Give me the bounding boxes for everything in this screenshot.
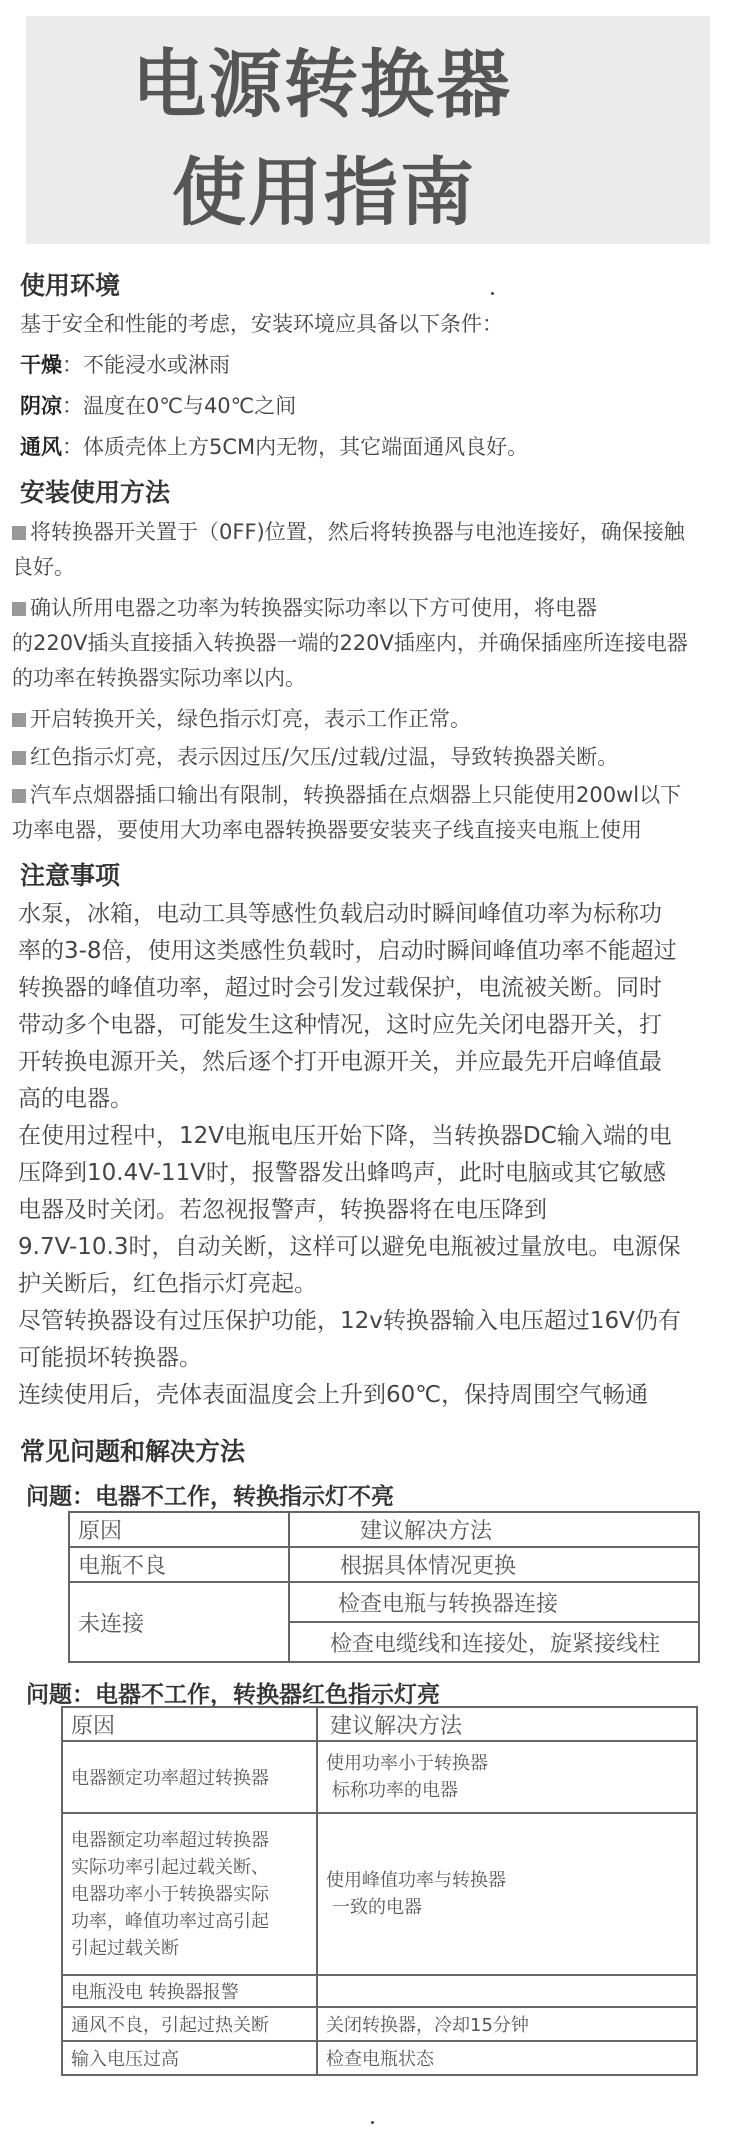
cause-cell: 输入电压过高 [62,2041,317,2075]
title-line-2: 使用指南 [172,150,476,236]
install-line: 红色指示灯亮，表示因过压/欠压/过载/过温，导致转换器关断。 [12,741,618,771]
install-line: 良好。 [12,555,75,579]
bullet-square [12,526,26,540]
condition-term: 干燥 [20,353,62,377]
header-solution: 建议解决方法 [317,1707,697,1741]
problem-1-table [68,1511,700,1663]
cause-cell: 电器额定功率超过转换器 实际功率引起过载关断、 电器功率小于转换器实际 功率，峰值功率过高引起 引起过载关断 [62,1813,317,1975]
condition-text: ：体质壳体上方5CM内无物，其它端面通风良好。 [62,435,529,459]
condition-dry [20,349,230,379]
bullet-square [12,751,26,765]
title-banner [26,16,710,244]
bullet-square [12,713,26,727]
solution-cell: 关闭转换器，冷却15分钟 [317,2007,697,2041]
section-heading-faq: 常见问题和解决方法 [20,1437,246,1466]
solution-cell: 检查电缆线和连接处，旋紧接线柱 [289,1622,699,1662]
header-cause: 原因 [62,1707,317,1741]
problem-2-table [61,1706,698,2076]
table-row [69,1582,699,1622]
problem-1-title: 问题：电器不工作，转换指示灯不亮 [26,1484,394,1510]
solution-cell [317,1975,697,2007]
cause-cell: 通风不良，引起过热关断 [62,2007,317,2041]
bullet-square [12,789,26,803]
section-heading-notes: 注意事项 [20,861,121,890]
table-row [62,1741,697,1813]
table-header-row [69,1512,699,1547]
install-line: 的220V插头直接插入转换器一端的220V插座内，并确保插座所连接电器 [12,631,688,655]
install-line: 确认所用电器之功率为转换器实际功率以下方可使用，将电器 [12,592,597,622]
install-line: 功率电器，要使用大功率电器转换器要安装夹子线直接夹电瓶上使用 [12,818,642,842]
notes-body: 水泵，冰箱，电动工具等感性负载启动时瞬间峰值功率为标称功 率的3-8倍，使用这类感性负载时，启动时瞬间峰值功率不能超过 转换器的峰值功率，超过时会引发过载保护，电流被关断。同时 带动多个电器，可能发生这种情况，这时应先关闭电器开关，打 开转换电源开关，然后逐个打开电源开关，并应最先开启峰值最 高的电器。 在使用过程中，12V电瓶电压开始下降，当转换器DC输入端的电 压降到10.4V-11V时，报警器发出蜂鸣声，此时电脑或其它敏感 电器及时关闭。若忽视报警声，转换器将在电压降到 9.7V-10.3时，自动关断，这样可以避免电瓶被过量放电。电源保 护关断后，红色指示灯亮起。 尽管转换器设有过压保护功能，12v转换器输入电压超过16V仍有 可能损坏转换器。 连续使用后，壳体表面温度会上升到60℃，保持周围空气畅通 [18,901,681,1408]
table-header-row [62,1707,697,1741]
section-heading-installation: 安装使用方法 [20,478,171,507]
install-line: 汽车点烟器插口输出有限制，转换器插在点烟器上只能使用200wl以下 [12,779,681,809]
environment-intro: 基于安全和性能的考虑，安装环境应具备以下条件： [20,312,503,336]
condition-ventilation [20,431,528,461]
table-row [62,2041,697,2075]
solution-cell: 检查电瓶状态 [317,2041,697,2075]
install-line: 的功率在转换器实际功率以内。 [12,666,306,690]
condition-text: ：温度在0℃与40℃之间 [62,394,297,418]
solution-cell: 检查电瓶与转换器连接 [289,1582,699,1622]
table-row [62,1975,697,2007]
solution-cell: 使用功率小于转换器 标称功率的电器 [317,1741,697,1813]
table-row [62,2007,697,2041]
bullet-square [12,602,26,616]
cause-cell: 电瓶没电 转换器报警 [62,1975,317,2007]
solution-cell: 根据具体情况更换 [289,1547,699,1582]
condition-term: 阴凉 [20,394,62,418]
condition-text: ：不能浸水或淋雨 [62,353,230,377]
cause-cell: 电瓶不良 [69,1547,289,1582]
install-line: 开启转换开关，绿色指示灯亮，表示工作正常。 [12,703,471,733]
solution-cell: 使用峰值功率与转换器 一致的电器 [317,1813,697,1975]
stray-dot [491,292,494,295]
table-row [69,1547,699,1582]
stray-dot [371,2121,374,2124]
header-solution: 建议解决方法 [289,1512,699,1547]
table-row [62,1813,697,1975]
condition-term: 通风 [20,435,62,459]
condition-cool [20,390,296,420]
install-line: 将转换器开关置于（0FF)位置，然后将转换器与电池连接好，确保接触 [12,516,685,546]
problem-2-title: 问题：电器不工作，转换器红色指示灯亮 [26,1682,440,1708]
cause-cell: 未连接 [69,1582,289,1662]
section-heading-environment: 使用环境 [20,271,121,300]
cause-cell: 电器额定功率超过转换器 [62,1741,317,1813]
header-cause: 原因 [69,1512,289,1547]
title-line-1: 电源转换器 [132,42,512,128]
